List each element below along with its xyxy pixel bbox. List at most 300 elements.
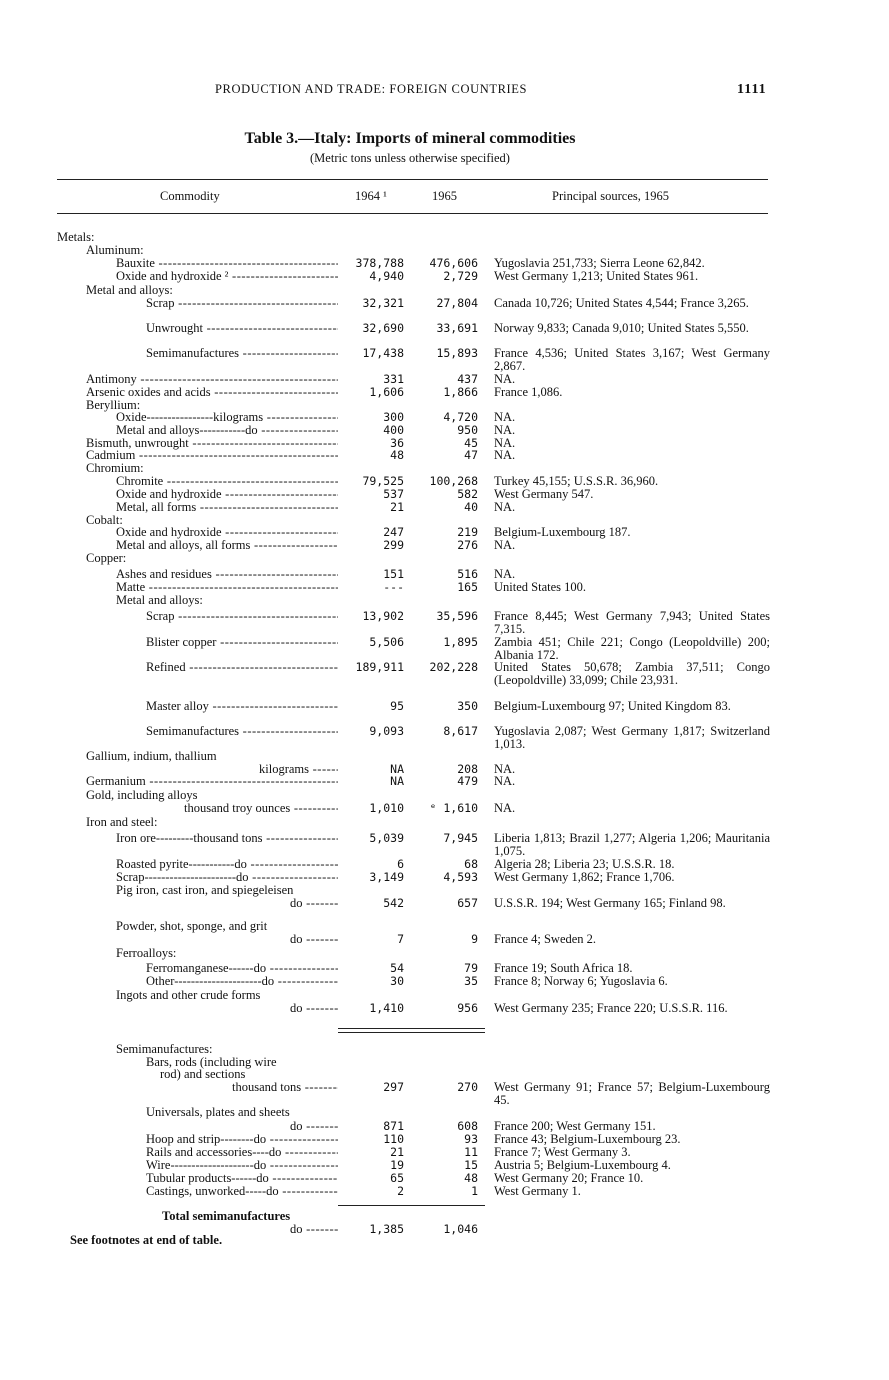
principal-sources: NA. [494, 448, 516, 462]
running-title: PRODUCTION AND TRADE: FOREIGN COUNTRIES [215, 82, 528, 96]
principal-sources: NA. [494, 423, 516, 437]
table-row [0, 975, 889, 988]
table-row [0, 539, 889, 552]
commodity-cell [0, 1081, 338, 1094]
principal-sources: NA. [494, 410, 516, 424]
value-1964: 297 [383, 1080, 404, 1094]
commodity-label: Matte ----- [116, 581, 338, 594]
commodity-label: Total semimanufactures [162, 1210, 291, 1223]
table-row [0, 609, 889, 636]
section-double-rule [338, 1028, 485, 1033]
value-1964: 32,690 [362, 321, 404, 335]
value-1964: 1,606 [369, 385, 404, 399]
commodity-label: rod) and sections [160, 1068, 246, 1081]
commodity-label: Chromite ----- [116, 475, 338, 488]
value-1965: 202,228 [429, 660, 478, 674]
commodity-cell [0, 816, 338, 829]
commodity-label: Tubular products------do ----- [146, 1172, 338, 1185]
principal-sources: NA. [494, 538, 516, 552]
principal-sources: West Germany 235; France 220; U.S.S.R. 116. [494, 1001, 728, 1015]
value-1964: 36 [390, 436, 404, 450]
table-row [0, 488, 889, 501]
commodity-cell [0, 989, 338, 1002]
value-1965: 79 [464, 961, 478, 975]
principal-sources: NA. [494, 762, 516, 776]
value-1965: 516 [457, 567, 478, 581]
principal-sources: Turkey 45,155; U.S.S.R. 36,960. [494, 474, 659, 488]
table-row [0, 526, 889, 539]
principal-sources: France 43; Belgium-Luxembourg 23. [494, 1132, 681, 1146]
commodity-cell [0, 832, 338, 845]
commodity-label: Cadmium ----- [86, 449, 338, 462]
value-1964: 79,525 [362, 474, 404, 488]
value-1965: 2,729 [443, 269, 478, 283]
commodity-label: Scrap ----- [146, 297, 338, 310]
commodity-cell [0, 636, 338, 649]
principal-sources: West Germany 91; France 57; Belgium-Luxembourg 45. [494, 1080, 770, 1107]
commodity-label: Metal, all forms ----- [116, 501, 338, 514]
commodity-label: thousand tons ----- [232, 1081, 338, 1094]
commodity-label: do ----- [290, 897, 338, 910]
value-1965: 45 [464, 436, 478, 450]
commodity-label: Oxide and hydroxide ² ----- [116, 270, 338, 283]
commodity-label: Semimanufactures ----- [146, 725, 338, 738]
table-row [0, 449, 889, 462]
commodity-cell [0, 581, 338, 594]
commodity-cell [0, 1172, 338, 1185]
commodity-label: Semimanufactures: [116, 1043, 213, 1056]
commodity-cell [0, 501, 338, 514]
footnote: See footnotes at end of table. [70, 1233, 223, 1247]
principal-sources: NA. [494, 567, 516, 581]
commodity-label: Cobalt: [86, 514, 123, 527]
value-1964: 32,321 [362, 296, 404, 310]
commodity-label: Master alloy ----- [146, 700, 338, 713]
commodity-label: Scrap ----- [146, 610, 338, 623]
value-1964: 247 [383, 525, 404, 539]
value-1965: 11 [464, 1145, 478, 1159]
commodity-label: Bars, rods (including wire [146, 1056, 277, 1069]
commodity-cell [0, 1210, 338, 1223]
commodity-cell [0, 802, 338, 815]
commodity-label: Bismuth, unwrought ----- [86, 437, 338, 450]
commodity-label: Powder, shot, sponge, and grit [116, 920, 268, 933]
principal-sources: France 4,536; United States 3,167; West Germany 2,867. [494, 346, 770, 373]
value-1965: ᵉ 1,610 [429, 801, 478, 815]
value-1965: 476,606 [429, 256, 478, 270]
table-row [0, 594, 889, 607]
value-1964: NA [390, 762, 404, 776]
commodity-label: kilograms ----- [259, 763, 338, 776]
principal-sources: NA. [494, 774, 516, 788]
value-1964: 9,093 [369, 724, 404, 738]
commodity-cell [0, 1043, 338, 1056]
value-1965: 15,893 [436, 346, 478, 360]
commodity-label: Hoop and strip--------do ----- [146, 1133, 338, 1146]
commodity-cell [0, 1146, 338, 1159]
commodity-label: Ashes and residues ----- [116, 568, 338, 581]
commodity-label: Ferroalloys: [116, 947, 177, 960]
commodity-cell [0, 244, 338, 257]
table-row [0, 884, 889, 897]
value-1964: 5,039 [369, 831, 404, 845]
commodity-cell [0, 1185, 338, 1198]
commodity-cell [0, 568, 338, 581]
commodity-label: thousand troy ounces ----- [184, 802, 338, 815]
commodity-label: Other---------------------do ----- [146, 975, 338, 988]
commodity-cell [0, 1106, 338, 1119]
principal-sources: Belgium-Luxembourg 187. [494, 525, 631, 539]
value-1965: 956 [457, 1001, 478, 1015]
col-header-commodity: Commodity [160, 189, 220, 203]
commodity-label: Universals, plates and sheets [146, 1106, 290, 1119]
commodity-cell [0, 297, 338, 310]
table-row [0, 897, 889, 910]
value-1964: 6 [397, 857, 404, 871]
principal-sources: France 19; South Africa 18. [494, 961, 633, 975]
table-subtitle: (Metric tons unless otherwise specified) [310, 151, 510, 165]
value-1964: 21 [390, 1145, 404, 1159]
value-1964: 65 [390, 1171, 404, 1185]
value-1965: 47 [464, 448, 478, 462]
value-1965: 270 [457, 1080, 478, 1094]
commodity-cell [0, 552, 338, 565]
value-1965: 4,720 [443, 410, 478, 424]
table-header-rule [57, 213, 768, 214]
commodity-cell [0, 322, 338, 335]
table-title: Table 3.—Italy: Imports of mineral commodities [244, 130, 576, 147]
value-1965: 27,804 [436, 296, 478, 310]
commodity-cell [0, 1159, 338, 1172]
commodity-cell [0, 373, 338, 386]
commodity-cell [0, 257, 338, 270]
principal-sources: France 200; West Germany 151. [494, 1119, 656, 1133]
commodity-label: Ferromanganese------do ----- [146, 962, 338, 975]
value-1964: NA [390, 774, 404, 788]
table-row [0, 297, 889, 310]
commodity-cell [0, 725, 338, 738]
value-1964: 7 [397, 932, 404, 946]
value-1965: 48 [464, 1171, 478, 1185]
commodity-label: Antimony ----- [86, 373, 338, 386]
value-1965: 1 [471, 1184, 478, 1198]
table-row [0, 501, 889, 514]
table-row [0, 424, 889, 437]
value-1964: 13,902 [362, 609, 404, 623]
commodity-cell [0, 526, 338, 539]
value-1965: 7,945 [443, 831, 478, 845]
table-row [0, 411, 889, 424]
commodity-label: Metals: [57, 231, 95, 244]
commodity-label: Blister copper ----- [146, 636, 338, 649]
commodity-cell [0, 933, 338, 946]
table-row [0, 816, 889, 829]
commodity-cell [0, 858, 338, 871]
principal-sources: France 8,445; West Germany 7,943; United States 7,315. [494, 609, 770, 636]
table-row [0, 775, 889, 788]
commodity-cell [0, 661, 338, 674]
commodity-label: Bauxite ----- [116, 257, 338, 270]
commodity-label: Germanium ----- [86, 775, 338, 788]
table-row [0, 871, 889, 884]
table-row [0, 1172, 889, 1185]
table-row [0, 1080, 889, 1107]
commodity-cell [0, 475, 338, 488]
value-1965: 276 [457, 538, 478, 552]
value-1964: 331 [383, 372, 404, 386]
table-row [0, 933, 889, 946]
value-1964: 17,438 [362, 346, 404, 360]
value-1964: 1,385 [369, 1222, 404, 1236]
principal-sources: United States 100. [494, 580, 587, 594]
value-1965: 582 [457, 487, 478, 501]
value-1965: 100,268 [429, 474, 478, 488]
commodity-cell [0, 975, 338, 988]
commodity-cell [0, 411, 338, 424]
table-row [0, 1120, 889, 1133]
table-row [0, 1185, 889, 1198]
value-1965: 208 [457, 762, 478, 776]
principal-sources: Norway 9,833; Canada 9,010; United States 5,550. [494, 321, 749, 335]
col-header-1964: 1964 ¹ [355, 189, 387, 203]
principal-sources: Zambia 451; Chile 221; Congo (Leopoldville) 200; Albania 172. [494, 635, 770, 662]
principal-sources: Yugoslavia 251,733; Sierra Leone 62,842. [494, 256, 705, 270]
value-1964: 30 [390, 974, 404, 988]
principal-sources: NA. [494, 436, 516, 450]
commodity-cell [0, 424, 338, 437]
principal-sources: France 7; West Germany 3. [494, 1145, 631, 1159]
principal-sources: West Germany 20; France 10. [494, 1171, 644, 1185]
commodity-label: Copper: [86, 552, 127, 565]
table-row [0, 581, 889, 594]
commodity-label: Ingots and other crude forms [116, 989, 261, 1002]
value-1965: 68 [464, 857, 478, 871]
table-row [0, 231, 889, 244]
commodity-cell [0, 871, 338, 884]
value-1964: 21 [390, 500, 404, 514]
commodity-label: Arsenic oxides and acids ----- [86, 386, 338, 399]
value-1964: 54 [390, 961, 404, 975]
principal-sources: NA. [494, 801, 516, 815]
value-1965: 93 [464, 1132, 478, 1146]
value-1965: 1,866 [443, 385, 478, 399]
value-1965: 437 [457, 372, 478, 386]
table-row [0, 322, 889, 335]
value-1965: 479 [457, 774, 478, 788]
commodity-cell [0, 284, 338, 297]
table-row [0, 802, 889, 815]
table-row [0, 568, 889, 581]
total-rule [338, 1205, 485, 1206]
table-row [0, 1146, 889, 1159]
commodity-cell [0, 1120, 338, 1133]
commodity-label: Iron ore---------thousand tons ----- [116, 832, 338, 845]
value-1965: 4,593 [443, 870, 478, 884]
commodity-label: Metal and alloys-----------do ----- [116, 424, 338, 437]
commodity-label: do ----- [290, 1002, 338, 1015]
principal-sources: Belgium-Luxembourg 97; United Kingdom 83. [494, 699, 731, 713]
value-1964: 300 [383, 410, 404, 424]
col-header-sources: Principal sources, 1965 [552, 189, 669, 203]
table-row [0, 1159, 889, 1172]
commodity-cell [0, 462, 338, 475]
commodity-label: Semimanufactures ----- [146, 347, 338, 360]
principal-sources: France 8; Norway 6; Yugoslavia 6. [494, 974, 668, 988]
value-1965: 9 [471, 932, 478, 946]
principal-sources: U.S.S.R. 194; West Germany 165; Finland 98. [494, 896, 726, 910]
value-1965: 35,596 [436, 609, 478, 623]
value-1964: 537 [383, 487, 404, 501]
table-row [0, 1133, 889, 1146]
commodity-label: Oxide and hydroxide ----- [116, 488, 338, 501]
value-1964: 189,911 [355, 660, 404, 674]
commodity-label: Oxide----------------kilograms ----- [116, 411, 338, 424]
value-1965: 219 [457, 525, 478, 539]
value-1964: 299 [383, 538, 404, 552]
commodity-label: Iron and steel: [86, 816, 158, 829]
value-1965: 350 [457, 699, 478, 713]
principal-sources: NA. [494, 500, 516, 514]
table-row [0, 1002, 889, 1015]
commodity-label: Roasted pyrite-----------do ----- [116, 858, 338, 871]
commodity-cell [0, 1002, 338, 1015]
commodity-label: Pig iron, cast iron, and spiegeleisen [116, 884, 294, 897]
commodity-label: Refined ----- [146, 661, 338, 674]
value-1964: 110 [383, 1132, 404, 1146]
col-header-1965: 1965 [432, 189, 457, 203]
table-row [0, 989, 889, 1002]
principal-sources: Liberia 1,813; Brazil 1,277; Algeria 1,206; Mauritania 1,075. [494, 831, 770, 858]
table-row [0, 270, 889, 283]
commodity-cell [0, 962, 338, 975]
value-1964: 5,506 [369, 635, 404, 649]
commodity-cell [0, 610, 338, 623]
table-row [0, 831, 889, 858]
commodity-label: Gallium, indium, thallium [86, 750, 217, 763]
table-row [0, 750, 889, 763]
table-row [0, 724, 889, 751]
commodity-cell [0, 789, 338, 802]
principal-sources: Austria 5; Belgium-Luxembourg 4. [494, 1158, 671, 1172]
commodity-cell [0, 231, 338, 244]
commodity-label: Wire--------------------do ----- [146, 1159, 338, 1172]
commodity-label: Beryllium: [86, 399, 141, 412]
table-row [0, 700, 889, 713]
commodity-label: Scrap----------------------do ----- [116, 871, 338, 884]
value-1964: 542 [383, 896, 404, 910]
commodity-cell [0, 539, 338, 552]
value-1964: 2 [397, 1184, 404, 1198]
value-1964: 378,788 [355, 256, 404, 270]
principal-sources: West Germany 1,213; United States 961. [494, 269, 699, 283]
table-row [0, 552, 889, 565]
value-1965: 35 [464, 974, 478, 988]
commodity-label: Oxide and hydroxide ----- [116, 526, 338, 539]
commodity-label: Metal and alloys, all forms ----- [116, 539, 338, 552]
table-row [0, 635, 889, 662]
commodity-label: Chromium: [86, 462, 144, 475]
commodity-label: do ----- [290, 1223, 338, 1236]
commodity-label: do ----- [290, 933, 338, 946]
commodity-cell [0, 386, 338, 399]
principal-sources: West Germany 547. [494, 487, 594, 501]
commodity-cell [0, 750, 338, 763]
table-row [0, 475, 889, 488]
value-1965: 657 [457, 896, 478, 910]
table-row [0, 947, 889, 960]
table-row [0, 346, 889, 373]
commodity-label: Metal and alloys: [86, 284, 173, 297]
principal-sources: NA. [494, 372, 516, 386]
commodity-cell [0, 775, 338, 788]
value-1965: 1,895 [443, 635, 478, 649]
commodity-cell [0, 1133, 338, 1146]
value-1965: 1,046 [443, 1222, 478, 1236]
commodity-cell [0, 920, 338, 933]
value-1964: 400 [383, 423, 404, 437]
principal-sources: France 1,086. [494, 385, 563, 399]
principal-sources: West Germany 1,862; France 1,706. [494, 870, 675, 884]
value-1964: 871 [383, 1119, 404, 1133]
table-row [0, 1043, 889, 1056]
value-1964: 4,940 [369, 269, 404, 283]
value-1964: 95 [390, 699, 404, 713]
value-1964: 3,149 [369, 870, 404, 884]
value-1965: 15 [464, 1158, 478, 1172]
value-1965: 40 [464, 500, 478, 514]
value-1964: 1,410 [369, 1001, 404, 1015]
table-top-rule [57, 179, 768, 180]
principal-sources: West Germany 1. [494, 1184, 581, 1198]
value-1965: 165 [457, 580, 478, 594]
commodity-cell [0, 270, 338, 283]
commodity-label: Aluminum: [86, 244, 144, 257]
commodity-label: Unwrought ----- [146, 322, 338, 335]
commodity-cell [0, 884, 338, 897]
commodity-cell [0, 947, 338, 960]
value-1965: 33,691 [436, 321, 478, 335]
table-row [0, 1106, 889, 1119]
commodity-label: do ----- [290, 1120, 338, 1133]
commodity-label: Castings, unworked-----do ----- [146, 1185, 338, 1198]
value-1964: --- [383, 580, 404, 594]
commodity-label: Gold, including alloys [86, 789, 198, 802]
principal-sources: France 4; Sweden 2. [494, 932, 597, 946]
principal-sources: United States 50,678; Zambia 37,511; Congo (Leopoldville) 33,099; Chile 23,931. [494, 660, 770, 687]
commodity-label: Metal and alloys: [116, 594, 203, 607]
commodity-cell [0, 1068, 338, 1081]
page-number: 1111 [737, 82, 767, 97]
commodity-cell [0, 449, 338, 462]
table-row [0, 962, 889, 975]
value-1964: 48 [390, 448, 404, 462]
commodity-label: Rails and accessories----do ----- [146, 1146, 338, 1159]
principal-sources: Yugoslavia 2,087; West Germany 1,817; Switzerland 1,013. [494, 724, 770, 751]
table-row [0, 386, 889, 399]
table-row [0, 660, 889, 687]
principal-sources: Algeria 28; Liberia 23; U.S.S.R. 18. [494, 857, 675, 871]
commodity-cell [0, 700, 338, 713]
table-row [0, 920, 889, 933]
commodity-cell [0, 347, 338, 360]
commodity-cell [0, 488, 338, 501]
value-1965: 608 [457, 1119, 478, 1133]
commodity-cell [0, 594, 338, 607]
value-1965: 950 [457, 423, 478, 437]
value-1964: 151 [383, 567, 404, 581]
value-1964: 19 [390, 1158, 404, 1172]
commodity-cell [0, 897, 338, 910]
